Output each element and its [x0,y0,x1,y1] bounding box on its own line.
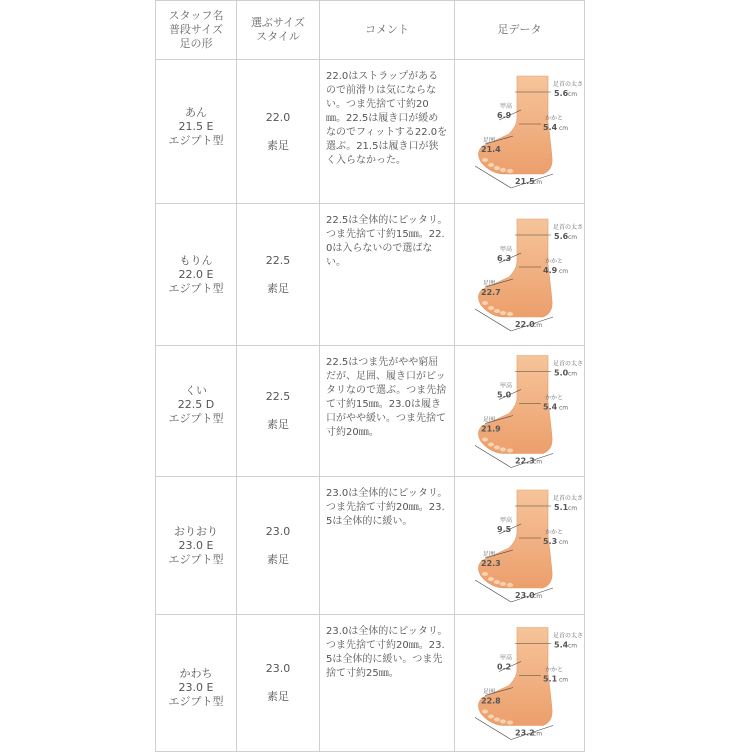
instep-label: 甲高 [500,245,513,253]
style-label: 素足 [267,138,289,152]
foot-data-cell [455,346,585,477]
chosen-size: 22.5 [265,253,291,267]
header-comment: コメント [320,1,455,60]
table-row [156,615,585,752]
width-label: 足囲 [483,136,496,144]
table-row [156,477,585,615]
table-row [156,204,585,346]
toe-shape [500,167,506,171]
heel-value: 4.9 [543,265,558,275]
header-row [156,1,585,60]
toe-shape [488,442,494,446]
toe-shape [494,165,500,169]
width-label: 足囲 [483,550,496,558]
toe-shape [482,437,488,441]
header-staff-line: 足の形 [179,37,213,50]
heel-label: かかと [545,257,564,265]
toe-shape [507,720,513,724]
width-value: 22.8 [481,696,501,705]
foot-illustration [455,616,585,751]
foot-shape [478,219,552,317]
size-cell [237,346,320,477]
toe-shape [488,714,494,718]
toe-shape [488,576,494,580]
toe-shape [488,162,494,166]
staff-usual: 22.0 E [178,267,214,281]
length-value: 23.2 [515,728,535,737]
staff-shape: エジプト型 [168,412,224,425]
instep-label: 甲高 [500,102,513,110]
toe-shape [494,579,500,583]
ankle-unit: cm [568,370,578,377]
header-size-line: スタイル [256,30,300,43]
instep-value: 0.2 [497,662,512,671]
ankle-value: 5.1 [554,502,569,512]
toe-shape [494,445,500,449]
ankle-unit: cm [568,504,578,512]
heel-label: かかと [545,666,564,673]
chosen-size: 23.0 [265,662,291,675]
table-row [156,60,585,204]
heel-value: 5.1 [543,674,558,683]
size-cell [237,477,320,615]
comment-cell: 23.0は全体的にピッタリ。つま先捨て寸約20㎜。23.5は全体的に緩い。 [320,477,455,615]
style-label: 素足 [267,418,289,431]
instep-value: 6.3 [497,253,512,263]
instep-value: 5.0 [497,390,512,399]
foot-illustration [455,478,585,614]
staff-usual: 23.0 E [178,538,214,552]
foot-data-cell [455,615,585,752]
staff-usual: 21.5 E [178,119,214,133]
instep-value: 6.9 [497,110,512,120]
size-table [155,0,585,752]
foot-data-cell [455,477,585,615]
style-label: 素足 [267,281,289,295]
staff-cell [156,346,237,477]
staff-shape: エジプト型 [168,695,224,708]
width-value: 21.9 [481,424,501,433]
width-value: 22.3 [481,558,501,568]
ankle-unit: cm [568,642,578,649]
size-cell [237,60,320,204]
toe-shape [482,300,488,304]
ankle-label: 足首の太さ [553,494,584,502]
staff-name: くい [185,384,207,397]
heel-label: かかと [545,528,564,536]
heel-value: 5.4 [543,122,558,132]
foot-data-cell [455,204,585,346]
length-unit: cm [533,321,543,329]
length-value: 21.5 [515,176,535,186]
staff-name: もりん [179,253,213,267]
length-unit: cm [533,592,543,600]
staff-name: かわち [179,667,213,680]
chosen-size: 23.0 [265,524,291,538]
toe-shape [482,157,488,161]
instep-label: 甲高 [500,654,513,661]
size-cell [237,615,320,752]
toe-shape [494,308,500,312]
heel-label: かかと [545,114,564,122]
chosen-size: 22.0 [265,110,291,124]
ankle-value: 5.6 [554,231,569,241]
toe-shape [507,448,513,452]
width-label: 足囲 [483,416,496,423]
foot-shape [478,76,552,174]
heel-unit: cm [559,676,569,683]
toe-shape [500,581,506,585]
comment-cell: 22.5はつま先がやや窮屈だが、足囲、履き口がピッタリなので選ぶ。つま先捨て寸約15㎜。23.0は履き口がやや緩い。つま先捨て寸約20㎜。 [320,346,455,477]
size-cell [237,204,320,346]
ankle-label: 足首の太さ [553,80,584,88]
ankle-label: 足首の太さ [553,223,584,231]
heel-value: 5.4 [543,402,558,411]
ankle-unit: cm [568,233,578,241]
length-value: 23.0 [515,590,535,600]
comment-cell: 22.5は全体的にピッタリ。つま先捨て寸約15㎜。22.0は入らないので選ばない。 [320,204,455,346]
style-label: 素足 [267,552,289,566]
length-unit: cm [533,458,543,465]
toe-shape [488,305,494,309]
toe-shape [500,447,506,451]
header-size [237,1,320,60]
length-unit: cm [533,730,543,737]
toe-shape [494,717,500,721]
length-unit: cm [533,178,543,186]
staff-cell [156,615,237,752]
heel-label: かかと [545,394,564,401]
toe-shape [500,310,506,314]
staff-shape: エジプト型 [168,133,224,147]
length-value: 22.3 [515,456,535,465]
ankle-value: 5.0 [554,368,569,377]
instep-label: 甲高 [500,516,513,524]
staff-cell [156,477,237,615]
header-size-line: 選ぶサイズ [250,16,306,29]
heel-unit: cm [559,267,569,275]
header-staff [156,1,237,60]
staff-name: あん [185,105,207,119]
foot-shape [478,490,552,588]
toe-shape [500,719,506,723]
staff-usual: 23.0 E [178,681,214,694]
width-label: 足囲 [483,279,496,287]
heel-unit: cm [559,124,569,132]
foot-illustration [455,347,585,476]
header-foot: 足データ [455,1,585,60]
table-row [156,346,585,477]
staff-cell [156,204,237,346]
ankle-unit: cm [568,90,578,98]
staff-shape: エジプト型 [168,281,224,295]
toe-shape [507,582,513,586]
staff-name: おりおり [174,524,218,538]
header-staff-line: 普段サイズ [168,23,224,36]
ankle-value: 5.6 [554,88,569,98]
staff-usual: 22.5 D [177,398,215,411]
width-value: 21.4 [481,144,501,154]
foot-data-cell [455,60,585,204]
heel-value: 5.3 [543,536,558,546]
width-label: 足囲 [483,688,496,695]
foot-illustration [455,205,585,345]
header-staff-line: スタッフ名 [168,9,224,22]
ankle-label: 足首の太さ [553,360,584,367]
heel-unit: cm [559,404,569,411]
ankle-label: 足首の太さ [553,632,584,639]
staff-shape: エジプト型 [168,552,224,566]
comment-cell: 22.0はストラップがあるので前滑りは気にならない。つま先捨て寸約20㎜。22.5は履き口が緩めなのでフィットする22.0を選ぶ。21.5は履き口が狭く入らなかった。 [320,60,455,204]
instep-value: 9.5 [497,524,512,534]
style-label: 素足 [267,690,289,703]
foot-illustration [455,61,585,203]
heel-unit: cm [559,538,569,546]
length-value: 22.0 [515,319,535,329]
chosen-size: 22.5 [265,390,291,403]
foot-shape [478,627,552,725]
ankle-value: 5.4 [554,640,569,649]
toe-shape [507,168,513,172]
instep-label: 甲高 [500,382,513,389]
comment-cell: 23.0は全体的にピッタリ。つま先捨て寸約20㎜。23.5は全体的に緩い。つま先捨て寸約25㎜。 [320,615,455,752]
staff-cell [156,60,237,204]
width-value: 22.7 [481,287,501,297]
toe-shape [482,571,488,575]
toe-shape [507,311,513,315]
foot-shape [478,355,552,453]
toe-shape [482,709,488,713]
